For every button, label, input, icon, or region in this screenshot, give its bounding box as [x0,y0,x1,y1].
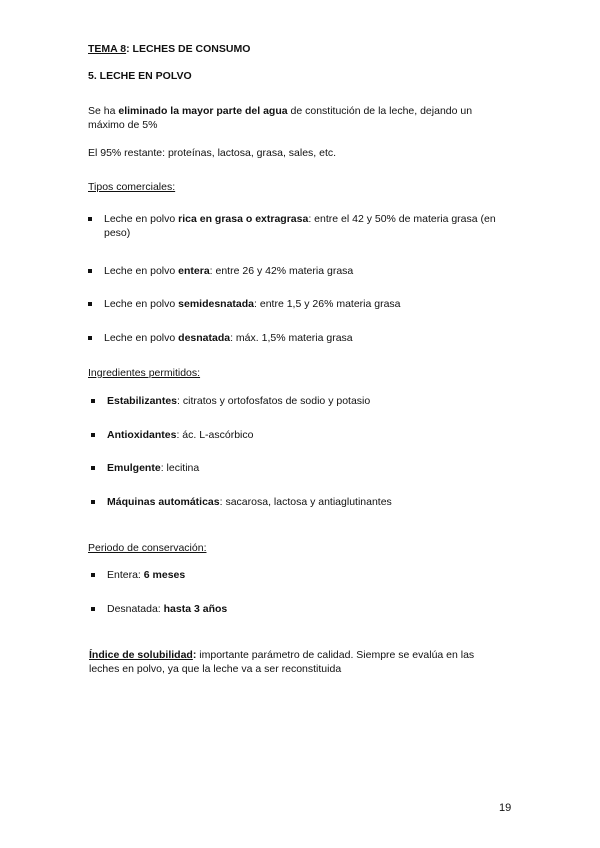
page-number: 19 [499,802,512,814]
bullet-icon [88,336,92,340]
intro-text-bold: eliminado la mayor parte del agua [118,105,288,117]
item-bold: Estabilizantes [107,395,178,407]
bullet-icon [91,466,95,470]
bullet-icon [88,217,92,221]
bullet-icon [91,399,95,403]
chapter-title [88,42,250,56]
list-item [107,568,185,582]
item-bold: Antioxidantes [107,429,177,441]
item-text: : citratos y ortofosfatos de sodio y potasio [177,395,371,407]
list-item [104,264,353,278]
item-bold: 6 meses [143,569,186,581]
item-text: Leche en polvo [104,332,179,344]
item-text: : sacarosa, lactosa y antiaglutinantes [219,496,392,508]
section-title [88,69,192,83]
intro-paragraph-2 [88,146,336,160]
bullet-icon [91,500,95,504]
item-bold: Máquinas automáticas [107,496,220,508]
item-bold: hasta 3 años [163,603,228,615]
section-title-text: 5. LECHE EN POLVO [88,70,192,82]
list-item [107,495,392,509]
item-bold: semidesnatada [178,298,255,310]
item-text: Desnatada: [107,603,164,615]
conservacion-heading: Periodo de conservación: [88,542,207,554]
item-text: : máx. 1,5% materia grasa [230,332,353,344]
intro-text-2: El 95% restante: proteínas, lactosa, grasa, sales, etc. [88,147,337,159]
intro-text-pre: Se ha [88,105,119,117]
solubilidad-paragraph [89,648,474,676]
item-text: : entre el 42 y 50% de materia grasa (en [308,213,496,225]
list-item [104,331,353,345]
intro-text-post: de constitución de la leche, dejando un [287,105,473,117]
item-text: : entre 1,5 y 26% materia grasa [254,298,401,310]
item-text: Leche en polvo [104,213,179,225]
list-item [104,212,496,240]
bullet-icon [91,433,95,437]
tipos-heading: Tipos comerciales: [88,181,176,193]
list-item [107,602,227,616]
item-bold: desnatada [178,332,231,344]
solubilidad-colon: : [192,649,197,661]
ingredientes-heading: Ingredientes permitidos: [88,367,201,379]
item-bold: entera [178,265,210,277]
item-bold: rica en grasa o extragrasa [178,213,309,225]
chapter-name: : LECHES DE CONSUMO [126,43,251,55]
bullet-icon [91,573,95,577]
chapter-label: TEMA 8 [88,43,127,55]
item-text: : entre 26 y 42% materia grasa [209,265,354,277]
list-item [104,297,401,311]
bullet-icon [88,302,92,306]
intro-text-line2: máximo de 5% [88,119,158,131]
bullet-icon [88,269,92,273]
solubilidad-text-line2: leches en polvo, ya que la leche va a ser reconstituida [89,663,342,675]
solubilidad-text: importante parámetro de calidad. Siempre se evalúa en las [196,649,475,661]
item-text: Entera: [107,569,144,581]
item-text: : ác. L-ascórbico [176,429,254,441]
item-text: : lecitina [160,462,200,474]
intro-paragraph [88,104,472,132]
list-item [107,461,199,475]
solubilidad-term: Índice de solubilidad [89,649,193,661]
item-text: Leche en polvo [104,298,179,310]
item-text: peso) [104,227,131,239]
item-text: Leche en polvo [104,265,179,277]
bullet-icon [91,607,95,611]
list-item [107,394,370,408]
item-bold: Emulgente [107,462,161,474]
list-item [107,428,253,442]
